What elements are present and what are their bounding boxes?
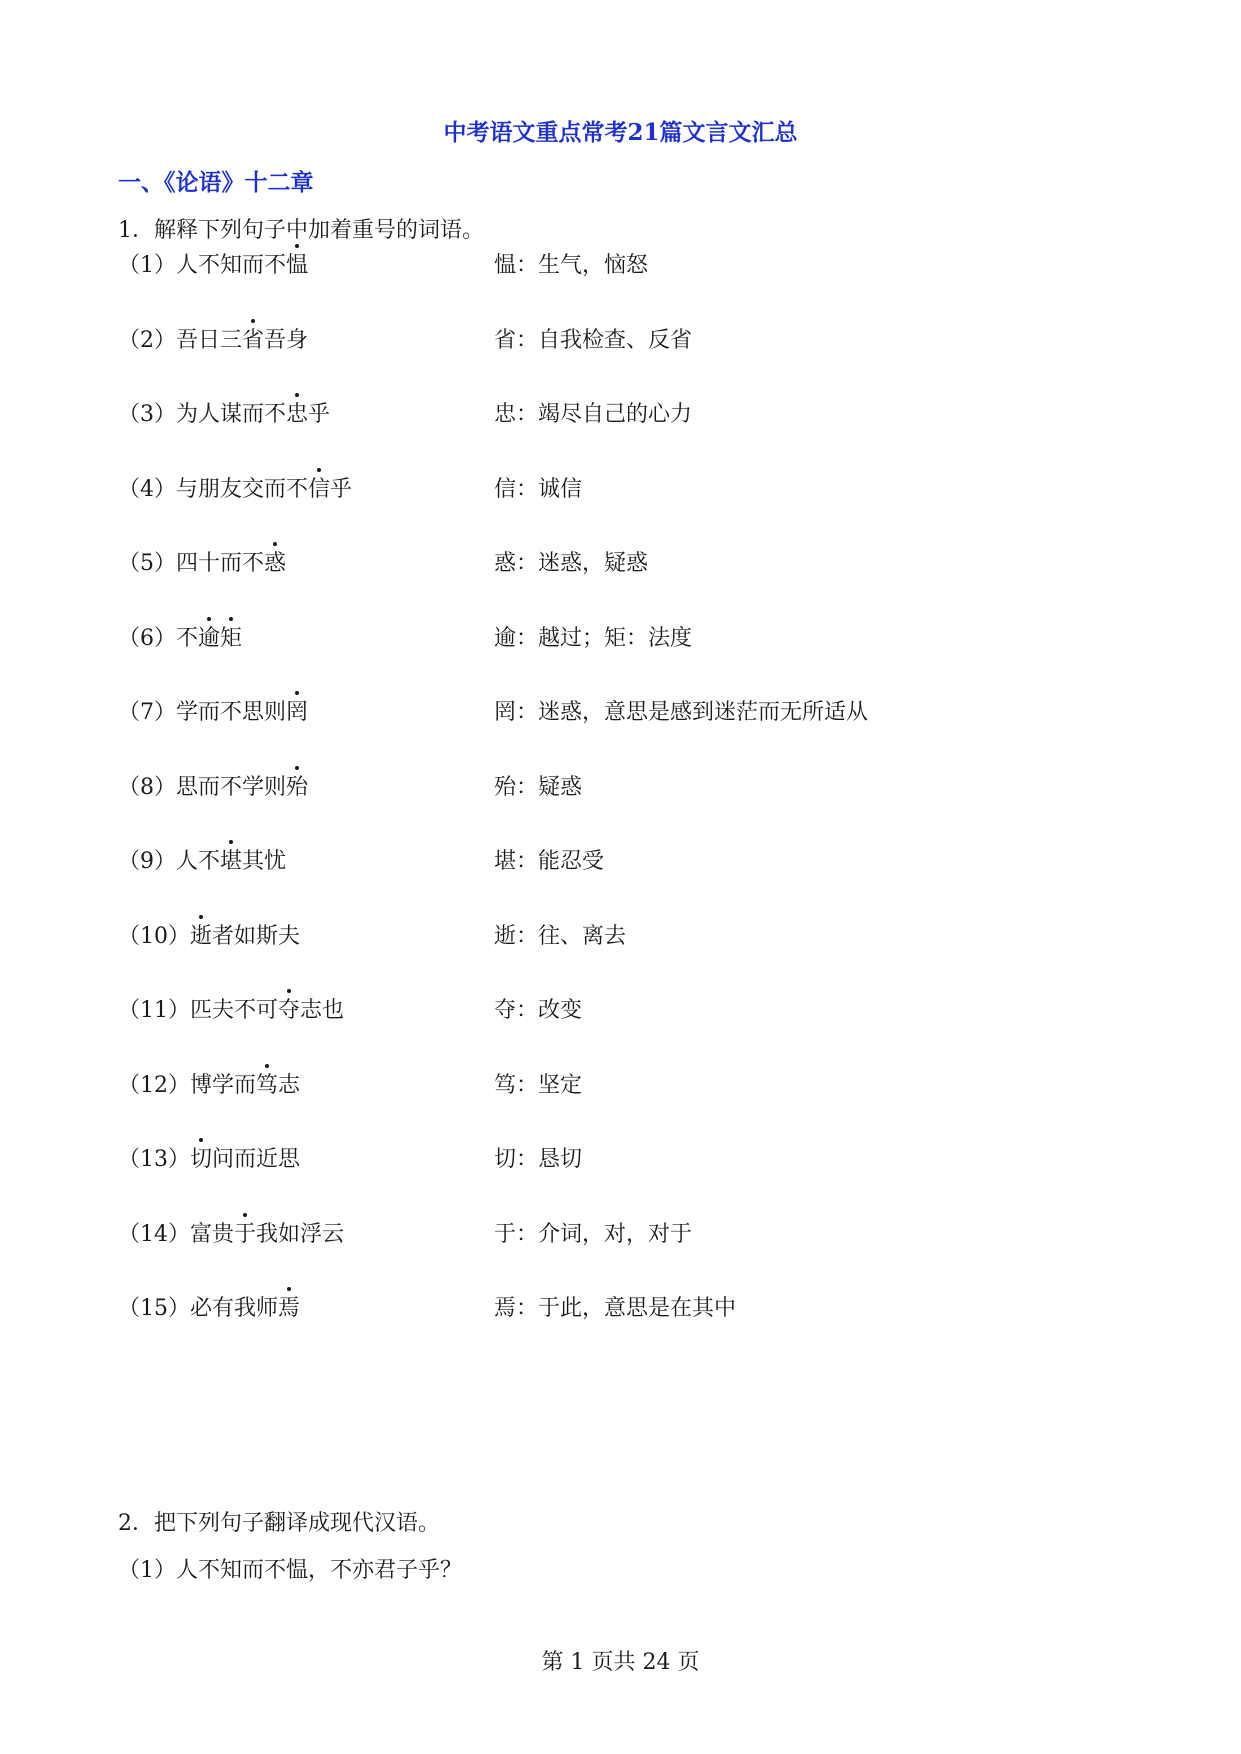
vocab-gloss: 于：介词，对，对于 (494, 1221, 693, 1247)
emphasized-word: 忠 (286, 402, 309, 427)
sentence-text: （13） (118, 1147, 190, 1172)
vocab-item (118, 845, 1118, 879)
vocab-sentence (118, 1069, 300, 1103)
sentence-text: （8） (118, 774, 176, 800)
vocab-item (118, 324, 1118, 358)
emphasized-word: 切 (190, 1147, 213, 1172)
emphasized-word: 惑 (264, 551, 287, 576)
sentence-text: （5） (118, 551, 176, 576)
vocab-gloss: 罔：迷惑，意思是感到迷茫而无所适从 (494, 700, 869, 725)
vocab-sentence (118, 398, 330, 432)
sentence-text: 志也 (300, 998, 345, 1023)
vocab-gloss: 逝：往、离去 (494, 923, 627, 949)
vocab-item (118, 1143, 1118, 1177)
vocab-sentence (118, 920, 300, 954)
vocab-sentence (118, 771, 308, 805)
vocab-gloss: 切：恳切 (494, 1147, 583, 1172)
sentence-text: 必有我师 (190, 1296, 279, 1321)
sentence-text: （7） (118, 700, 176, 725)
sentence-text: （2） (118, 327, 176, 353)
emphasized-word: 罔 (286, 700, 309, 725)
vocab-item (118, 771, 1118, 805)
emphasized-word: 愠 (286, 253, 309, 278)
emphasized-word: 夺 (278, 998, 301, 1023)
vocab-gloss: 夺：改变 (494, 998, 583, 1023)
sentence-text: 志 (278, 1072, 301, 1098)
sentence-text: （12） (118, 1072, 190, 1098)
question-2: 2．把下列句子翻译成现代汉语。 (118, 1511, 440, 1536)
vocab-item (118, 473, 1118, 507)
vocab-item (118, 696, 1118, 730)
vocab-gloss: 信：诚信 (494, 476, 583, 502)
sentence-text: （15） (118, 1296, 190, 1321)
sentence-text: 乎 (330, 476, 353, 502)
vocab-item (118, 1218, 1118, 1252)
vocab-item (118, 398, 1118, 432)
sentence-text: 为人谋而不 (176, 402, 287, 427)
emphasized-word: 殆 (286, 774, 309, 800)
vocab-item (118, 547, 1118, 581)
vocab-sentence (118, 1218, 344, 1252)
sentence-text: （1） (118, 253, 176, 278)
sentence-text: 思而不学则 (176, 774, 287, 800)
sentence-text: 吾日三 (176, 327, 243, 353)
vocab-sentence (118, 622, 242, 656)
vocab-item (118, 1069, 1118, 1103)
vocab-gloss: 愠：生气，恼怒 (494, 253, 649, 278)
vocab-item (118, 249, 1118, 283)
vocab-gloss: 忠：竭尽自己的心力 (494, 402, 693, 427)
vocab-gloss: 惑：迷惑，疑惑 (494, 551, 649, 576)
vocab-sentence (118, 473, 352, 507)
sentence-text: 人不 (176, 849, 221, 874)
vocab-sentence (118, 1143, 300, 1177)
vocab-sentence (118, 324, 308, 358)
emphasized-word: 笃 (256, 1072, 279, 1098)
vocab-sentence (118, 696, 308, 730)
emphasized-word: 省 (242, 327, 265, 353)
sentence-text: （9） (118, 849, 176, 874)
emphasized-word: 信 (308, 476, 331, 502)
sentence-text: 吾身 (264, 327, 309, 353)
sentence-text: 我如浮云 (256, 1221, 345, 1247)
sentence-text: （10） (118, 923, 190, 949)
emphasized-word: 堪 (220, 849, 243, 874)
sentence-text: 乎 (308, 402, 331, 427)
sentence-text: （4） (118, 476, 176, 502)
vocab-gloss: 殆：疑惑 (494, 774, 583, 800)
sentence-text: 匹夫不可 (190, 998, 279, 1023)
vocab-sentence (118, 547, 286, 581)
sentence-text: 与朋友交而不 (176, 476, 309, 502)
sentence-text: 者如斯夫 (212, 923, 301, 949)
sentence-text: 富贵 (190, 1221, 235, 1247)
sentence-text: （14） (118, 1221, 190, 1247)
vocab-gloss: 逾：越过；矩：法度 (494, 625, 693, 651)
emphasized-word: 逾 (198, 625, 221, 651)
sub-question-1: （1）人不知而不愠，不亦君子乎？ (118, 1558, 462, 1583)
vocab-gloss: 省：自我检查、反省 (494, 327, 693, 353)
section-heading: 一、《论语》十二章 (118, 169, 314, 196)
vocab-item (118, 1292, 1118, 1326)
emphasized-word: 于 (234, 1221, 257, 1247)
sentence-text: 四十而不 (176, 551, 265, 576)
question-1: 1．解释下列句子中加着重号的词语。 (118, 218, 484, 243)
vocab-gloss: 焉：于此，意思是在其中 (494, 1296, 737, 1321)
vocab-sentence (118, 994, 344, 1028)
sentence-text: （6） (118, 625, 176, 651)
vocab-sentence (118, 249, 308, 283)
sentence-text: （11） (118, 998, 190, 1023)
sentence-text: 博学而 (190, 1072, 257, 1098)
emphasized-word: 逝 (190, 923, 213, 949)
sentence-text: 人不知而不 (176, 253, 287, 278)
sentence-text: 其忧 (242, 849, 287, 874)
vocab-item (118, 994, 1118, 1028)
emphasized-word: 焉 (278, 1296, 301, 1321)
sentence-text: （3） (118, 402, 176, 427)
sentence-text: 问而近思 (212, 1147, 301, 1172)
sentence-text: 学而不思则 (176, 700, 287, 725)
vocab-sentence (118, 1292, 300, 1326)
vocab-item (118, 622, 1118, 656)
sentence-text: 不 (176, 625, 199, 651)
vocab-gloss: 堪：能忍受 (494, 849, 605, 874)
vocab-gloss: 笃：坚定 (494, 1072, 583, 1098)
page-footer: 第 1 页共 24 页 (541, 1650, 700, 1675)
vocab-item (118, 920, 1118, 954)
document-title: 中考语文重点常考21篇文言文汇总 (443, 119, 798, 146)
vocab-sentence (118, 845, 286, 879)
emphasized-word: 矩 (220, 625, 243, 651)
